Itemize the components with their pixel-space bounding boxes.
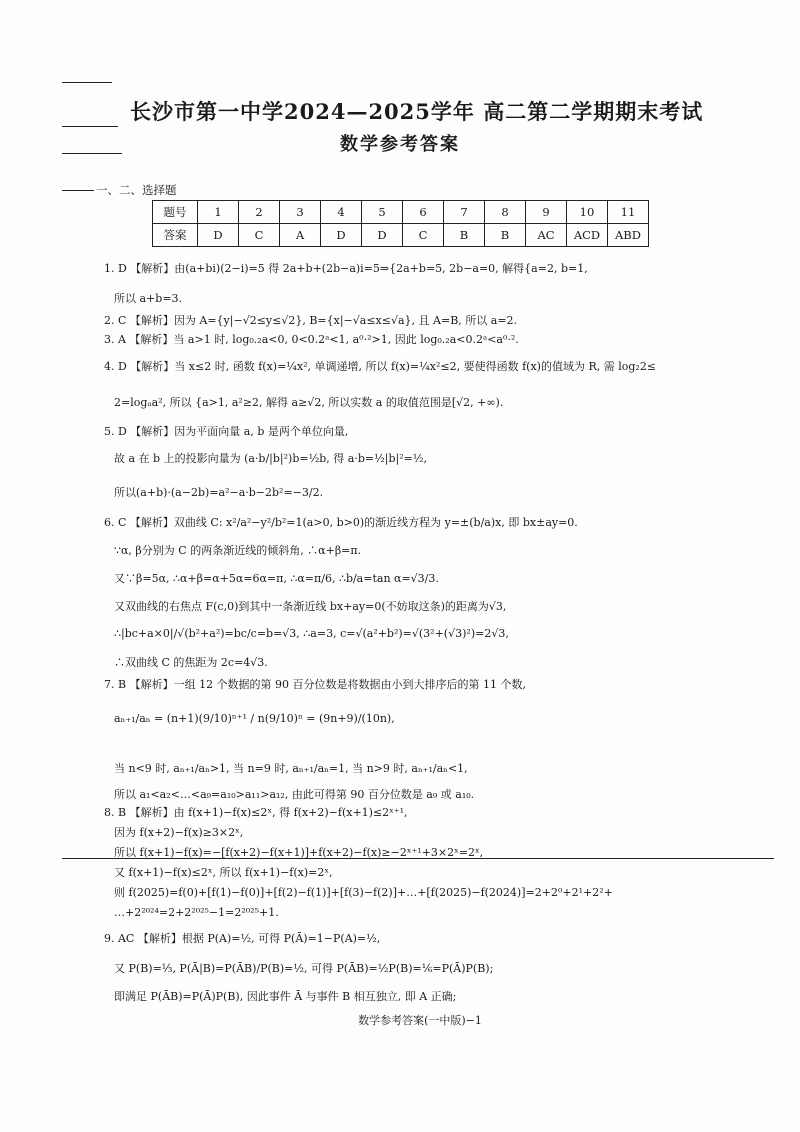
solution-line: 所以(a+b)·(a−2b)=a²−a·b−2b²=−3/2. [114, 486, 324, 499]
page-subtitle: 数学参考答案 [340, 134, 460, 155]
number-cell: 4 [321, 201, 362, 224]
number-cell: 2 [239, 201, 280, 224]
number-cell: 11 [608, 201, 649, 224]
answer-cell: AC [526, 224, 567, 247]
solution-line: 则 f(2025)=f(0)+[f(1)−f(0)]+[f(2)−f(1)]+[f(3)−f(2)]+…+[f(2025)−f(2024)]=2+2⁰+2¹+2²+ [114, 886, 613, 899]
solution-line: 当 n<9 时, aₙ₊₁/aₙ>1, 当 n=9 时, aₙ₊₁/aₙ=1, 当 n>9 时, aₙ₊₁/aₙ<1, [114, 762, 468, 775]
number-cell: 6 [403, 201, 444, 224]
answer-cell: D [362, 224, 403, 247]
solution-line: ∴|bc+a×0|/√(b²+a²)=bc/c=b=√3, ∴a=3, c=√(a²+b²)=√(3²+(√3)²)=2√3, [114, 627, 509, 640]
solution-line: 9. AC 【解析】根据 P(A)=½, 可得 P(Ā)=1−P(A)=½, [104, 932, 381, 945]
solution-line: 所以 f(x+1)−f(x)=−[f(x+2)−f(x+1)]+f(x+2)−f(x)≥−2ˣ⁺¹+3×2ˣ=2ˣ, [114, 846, 484, 859]
section-heading: 一、二、选择题 [96, 183, 177, 197]
solution-line: 5. D 【解析】因为平面向量 a, b 是两个单位向量, [104, 425, 349, 438]
solution-line: 又∵β=5α, ∴α+β=α+5α=6α=π, ∴α=π/6, ∴b/a=tan α=√3/3. [114, 572, 439, 585]
answer-table [152, 200, 649, 247]
answer-row-label: 答案 [153, 224, 198, 247]
solution-line: ∴双曲线 C 的焦距为 2c=4√3. [114, 656, 268, 669]
number-cell: 10 [567, 201, 608, 224]
solution-line: 2. C 【解析】因为 A={y|−√2≤y≤√2}, B={x|−√a≤x≤√a}, 且 A=B, 所以 a=2. [104, 314, 518, 327]
margin-rule-3 [62, 153, 122, 154]
answer-table-answer-row [153, 224, 649, 247]
solution-line: 7. B 【解析】一组 12 个数据的第 90 百分位数是将数据由小到大排序后的第 11 个数, [104, 678, 527, 691]
solution-line: …+2²⁰²⁴=2+2²⁰²⁵−1=2²⁰²⁵+1. [114, 906, 279, 919]
answer-cell: A [280, 224, 321, 247]
margin-rule-2 [62, 126, 118, 127]
solution-line: 4. D 【解析】当 x≤2 时, 函数 f(x)=¼x², 单调递增, 所以 f(x)=¼x²≤2, 要使得函数 f(x)的值域为 R, 需 log₂2≤ [104, 360, 657, 373]
page-divider-rule [62, 858, 774, 859]
number-cell: 8 [485, 201, 526, 224]
answer-cell: C [403, 224, 444, 247]
solution-line: 又 P(B)=⅓, P(Ā|B)=P(ĀB)/P(B)=½, 可得 P(ĀB)=½P(B)=⅙=P(Ā)P(B); [114, 962, 494, 975]
solution-line: 所以 a+b=3. [114, 292, 183, 305]
solution-line: aₙ₊₁/aₙ = (n+1)(9/10)ⁿ⁺¹ / n(9/10)ⁿ = (9n+9)/(10n), [114, 712, 395, 725]
answer-cell: C [239, 224, 280, 247]
solution-line: ∵α, β分别为 C 的两条渐近线的倾斜角, ∴α+β=π. [114, 544, 362, 557]
number-row-label: 题号 [153, 201, 198, 224]
answer-cell: B [485, 224, 526, 247]
answer-cell: D [321, 224, 362, 247]
number-cell: 7 [444, 201, 485, 224]
solution-line: 1. D 【解析】由(a+bi)(2−i)=5 得 2a+b+(2b−a)i=5⇒{2a+b=5, 2b−a=0, 解得{a=2, b=1, [104, 262, 588, 275]
solution-line: 3. A 【解析】当 a>1 时, log₀.₂a<0, 0<0.2ᵃ<1, a⁰·²>1, 因此 log₀.₂a<0.2ᵃ<a⁰·². [104, 333, 519, 346]
answer-cell: ACD [567, 224, 608, 247]
section-lead-rule [62, 190, 94, 191]
answer-cell: ABD [608, 224, 649, 247]
number-cell: 1 [198, 201, 239, 224]
solution-line: 因为 f(x+2)−f(x)≥3×2ˣ, [114, 826, 244, 839]
answer-cell: B [444, 224, 485, 247]
solution-line: 又 f(x+1)−f(x)≤2ˣ, 所以 f(x+1)−f(x)=2ˣ, [114, 866, 333, 879]
solution-line: 2=logₐa², 所以 {a>1, a²≥2, 解得 a≥√2, 所以实数 a 的取值范围是[√2, +∞). [114, 396, 504, 409]
number-cell: 9 [526, 201, 567, 224]
number-cell: 5 [362, 201, 403, 224]
answer-table-number-row [153, 201, 649, 224]
number-cell: 3 [280, 201, 321, 224]
solution-line: 故 a 在 b 上的投影向量为 (a·b/|b|²)b=½b, 得 a·b=½|b|²=½, [114, 452, 427, 465]
solution-line: 6. C 【解析】双曲线 C: x²/a²−y²/b²=1(a>0, b>0)的渐近线方程为 y=±(b/a)x, 即 bx±ay=0. [104, 516, 578, 529]
page-title: 长沙市第一中学2024—2025学年 高二第二学期期末考试 [130, 99, 704, 124]
solution-line: 即满足 P(ĀB)=P(Ā)P(B), 因此事件 Ā 与事件 B 相互独立, 即 A 正确; [114, 990, 457, 1003]
page-footer: 数学参考答案(一中版)−1 [358, 1014, 482, 1027]
solution-line: 8. B 【解析】由 f(x+1)−f(x)≤2ˣ, 得 f(x+2)−f(x+1)≤2ˣ⁺¹, [104, 806, 408, 819]
margin-rule-1 [62, 82, 112, 83]
solution-line: 又双曲线的右焦点 F(c,0)到其中一条渐近线 bx+ay=0(不妨取这条)的距离为√3, [114, 600, 507, 613]
solution-line: 所以 a₁<a₂<…<a₉=a₁₀>a₁₁>a₁₂, 由此可得第 90 百分位数是 a₉ 或 a₁₀. [114, 788, 475, 801]
answer-cell: D [198, 224, 239, 247]
